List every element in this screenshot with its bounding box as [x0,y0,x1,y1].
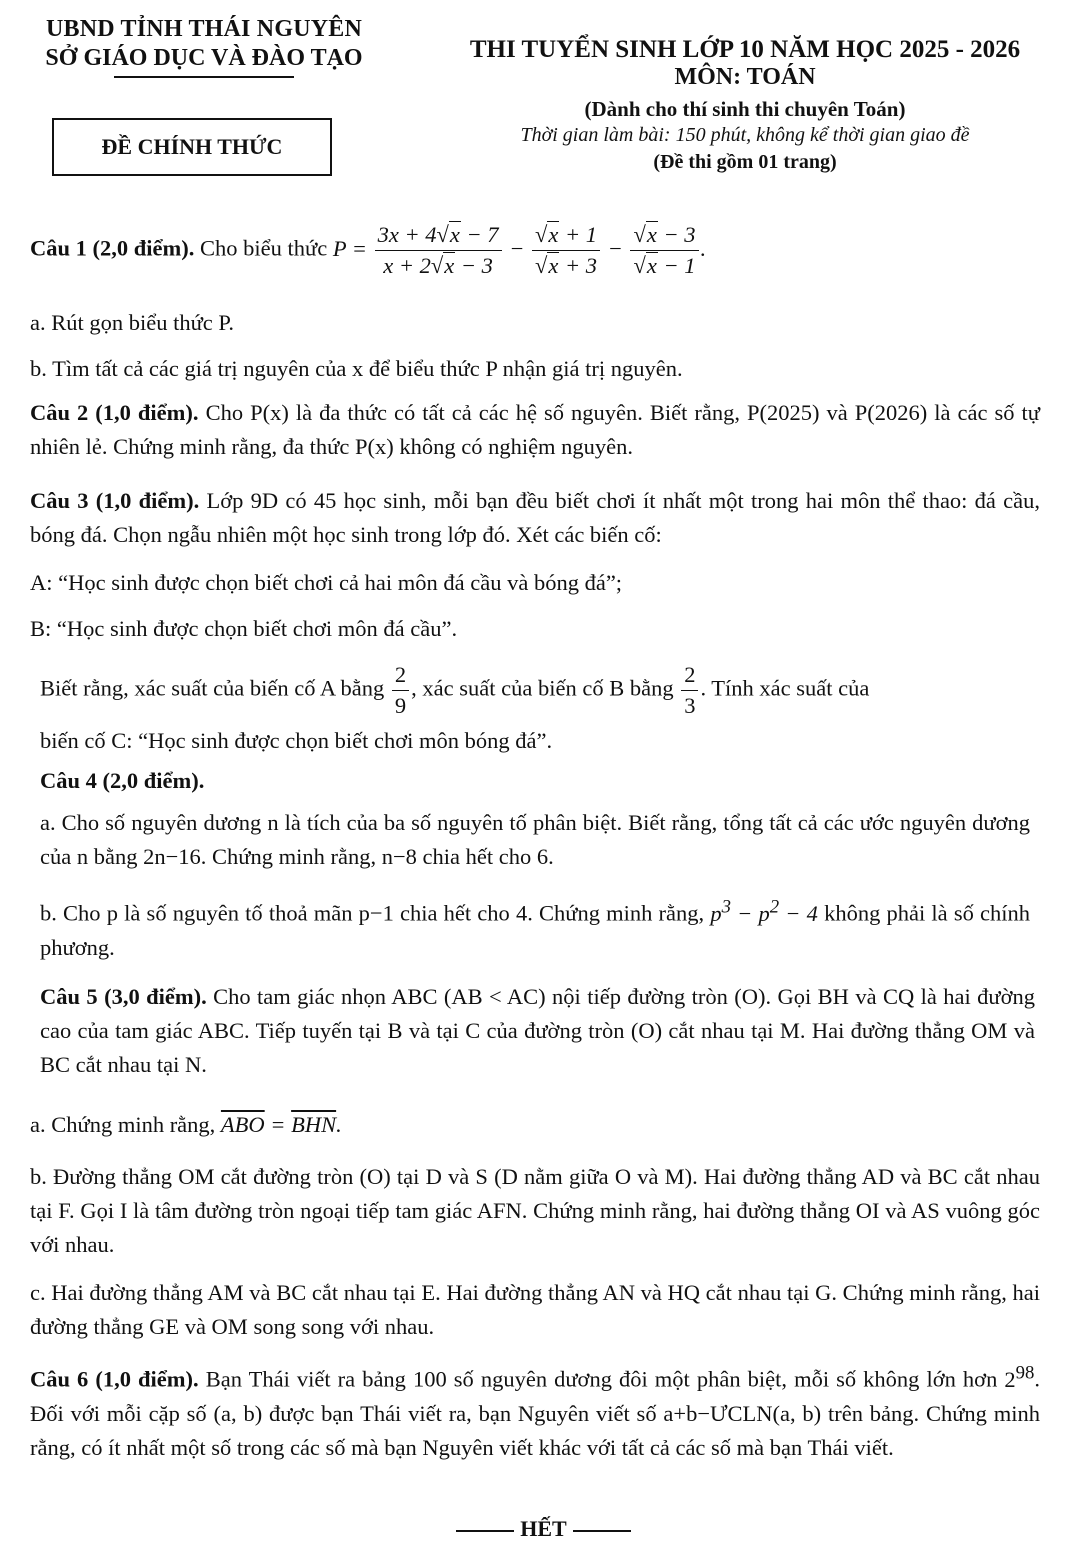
exam-title-block [420,36,1070,174]
q2-label: Câu 2 (1,0 điểm). [30,400,199,425]
q4-b-text1: b. Cho p là số nguyên tố thoả mãn p−1 chia hết cho 4. Chứng minh rằng, [40,900,705,926]
exam-title: THI TUYỂN SINH LỚP 10 NĂM HỌC 2025 - 2026 [469,36,1021,63]
issuer-underline [114,76,294,78]
q5-part-b: b. Đường thẳng OM cắt đường tròn (O) tại D và S (D nằm giữa O và M). Hai đường thẳng AD và BC cắt nhau tại F. Gọi I là tâm đường tròn ngoại tiếp tam giác AFN. Chứng minh rằng, hai đường thẳng OI và AS vuông góc với nhau. [30,1164,1040,1257]
q4-label-text: Câu 4 (2,0 điểm). [40,768,205,793]
exam-time: Thời gian làm bài: 150 phút, không kể thời gian giao đề [520,124,970,146]
q2-statement [30,396,1040,464]
q5-a-text: a. Chứng minh rằng, [30,1112,216,1137]
q3-text: Lớp 9D có 45 học sinh, mỗi bạn đều biết chơi ít nhất một trong hai môn thể thao: đá cầu, bóng đá. Chọn ngẫu nhiên một học sinh trong lớp đó. Xét các biến cố: [30,488,1041,547]
q1-formula: P = $\frac{3x + 4√x - 7}{x + 2√x - 3}$ − $\frac{√x + 1}{√x + 3}$ − $\frac{√x - 3}{√x - 1}$ . [332,222,707,278]
q4-part-b [40,890,1030,965]
q5-label: Câu 5 (3,0 điểm). [40,984,207,1009]
q3-event-b: B: “Học sinh được chọn biết chơi môn đá cầu”. [30,616,458,641]
q3-label: Câu 3 (1,0 điểm). [30,488,200,513]
issuer-line2: SỞ GIÁO DỤC VÀ ĐÀO TẠO [45,45,363,71]
q1-statement [30,222,1040,279]
q6-text2: . Đối với mỗi cặp số (a, b) được bạn Thái viết ra, bạn Nguyên viết số a+b−ƯCLN(a, b) trên bảng. Chứng minh rằng, có ít nhất một số trong các số mà bạn Nguyên viết khác với tất cả các số mà bạn Thái viết. [30,1366,1041,1460]
q3-prob-b: $\frac{2}{3}$ [681,662,698,719]
end-dash-right [573,1530,631,1532]
end-text: HẾT [520,1516,567,1541]
exam-audience: (Dành cho thí sinh thi chuyên Toán) [584,97,906,121]
q1-part-a: a. Rút gọn biểu thức P. [30,310,235,335]
exam-pages: (Đề thi gồm 01 trang) [653,151,837,173]
official-badge: ĐỀ CHÍNH THỨC [52,118,332,176]
q1-part-b: b. Tìm tất cả các giá trị nguyên của x để biểu thức P nhận giá trị nguyên. [30,356,683,381]
q1-frac2: $\frac{√x + 1}{√x + 3}$ [532,222,600,279]
q1-frac3: $\frac{√x - 3}{√x - 1}$ [630,222,698,279]
q5-part-a [30,1108,1040,1142]
issuer-block [24,16,384,78]
q6-power: $2^{98}$ [1004,1362,1035,1392]
q3-prob-a: $\frac{2}{9}$ [392,662,409,719]
q3-prob-text3: . Tính xác suất của [700,675,870,701]
q5-a-formula: $\overline{ABO} = \overline{BHN}$. [220,1112,342,1137]
q6-text1: Bạn Thái viết ra bảng 100 số nguyên dương đôi một phân biệt, mỗi số không lớn hơn [205,1366,998,1392]
q3-prob-text1: Biết rằng, xác suất của biến cố A bằng [40,675,385,701]
q4-part-a: a. Cho số nguyên dương n là tích của ba số nguyên tố phân biệt. Biết rằng, tổng tất cả các ước nguyên dương của n bằng 2n−16. Chứng minh rằng, n−8 chia hết cho 6. [40,810,1030,869]
q3-event-c: biến cố C: “Học sinh được chọn biết chơi môn bóng đá”. [40,728,553,753]
exam-subject: MÔN: TOÁN [674,64,816,90]
q3-prob-text2: , xác suất của biến cố B bằng [411,675,674,701]
q2-text: Cho P(x) là đa thức có tất cả các hệ số nguyên. Biết rằng, P(2025) và P(2026) là các số tự nhiên lẻ. Chứng minh rằng, đa thức P(x) không có nghiệm nguyên. [30,400,1040,459]
q4-b-text2: không phải là số chính phương. [40,900,1030,960]
q4-label [40,764,1050,798]
q1-frac1: $\frac{3x + 4√x - 7}{x + 2√x - 3}$ [375,222,502,279]
end-dash-left [456,1530,514,1532]
q5-part-c: c. Hai đường thẳng AM và BC cắt nhau tại E. Hai đường thẳng AN và HQ cắt nhau tại G. Chứng minh rằng, hai đường thẳng GE và OM song song với nhau. [30,1280,1040,1339]
q3-event-a: A: “Học sinh được chọn biết chơi cả hai môn đá cầu và bóng đá”; [30,570,623,595]
q3-probability [40,662,1040,719]
issuer-line1: UBND TỈNH THÁI NGUYÊN [45,16,363,42]
q6-label: Câu 6 (1,0 điểm). [30,1366,199,1392]
q5-statement [40,980,1035,1082]
q6-statement [30,1356,1040,1465]
q5-text: Cho tam giác nhọn ABC (AB < AC) nội tiếp đường tròn (O). Gọi BH và CQ là hai đường cao của tam giác ABC. Tiếp tuyến tại B và tại C của đường tròn (O) cắt nhau tại M. Hai đường thẳng OM và BC cắt nhau tại N. [40,984,1035,1077]
end-marker [0,1516,1087,1542]
q4-b-formula: $p^3 - p^2 - 4$ [710,896,818,926]
q1-label: Câu 1 (2,0 điểm). [30,235,195,261]
q3-statement [30,484,1040,552]
q1-intro: Cho biểu thức [200,235,328,261]
